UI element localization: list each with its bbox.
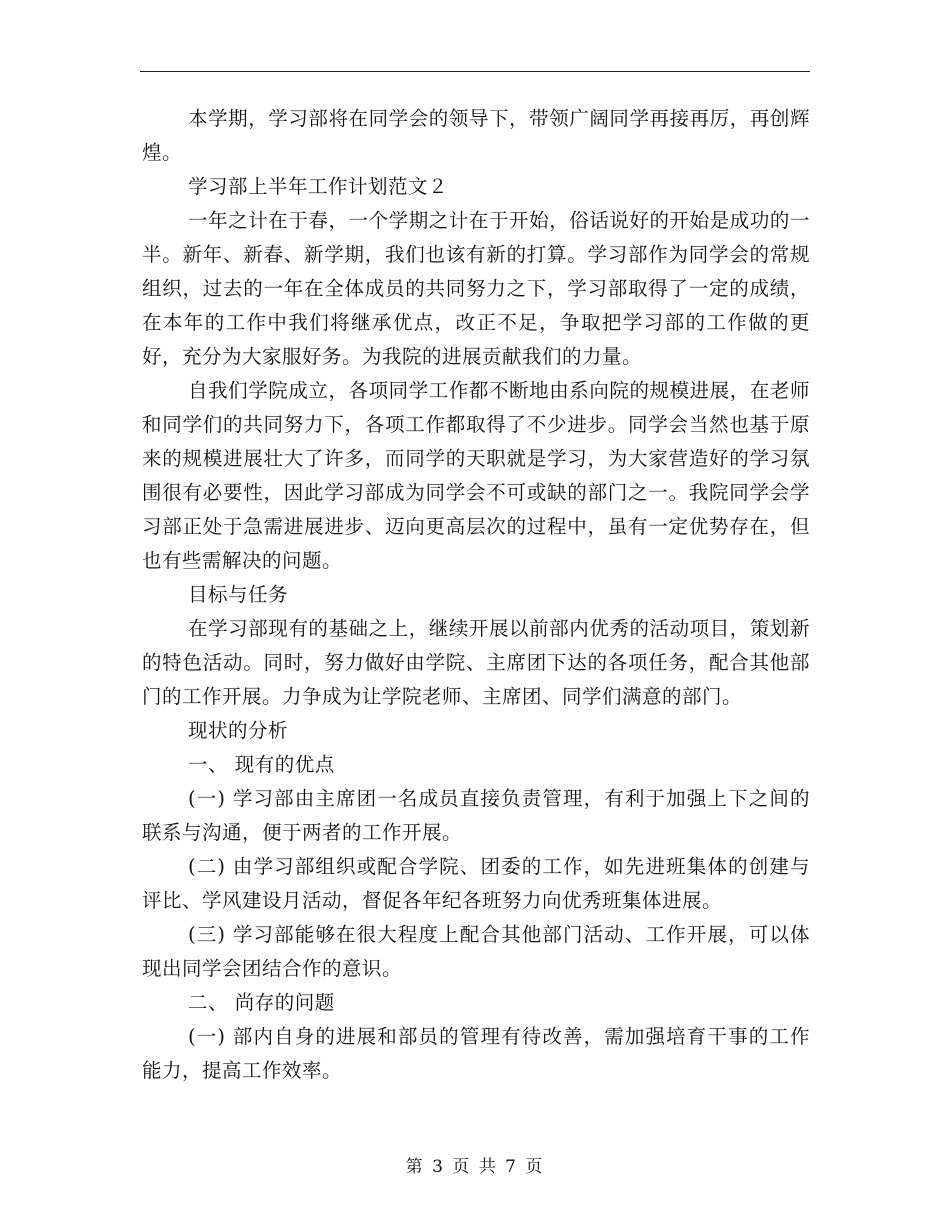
list-item: (一) 学习部由主席团一名成员直接负责管理，有利于加强上下之间的联系与沟通，便于两者的工作开展。 — [142, 787, 810, 844]
section-title: 学习部上半年工作计划范文２ — [188, 175, 449, 198]
paragraph: 一年之计在于春，一个学期之计在于开始，俗话说好的开始是成功的一半。新年、新春、新学期，我们也该有新的打算。学习部作为同学会的常规组织，过去的一年在全体成员的共同努力之下，学习部取得了一定的成绩，在本年的工作中我们将继承优点，改正不足，争取把学习部的工作做的更好，充分为大家服好务。为我院的进展贡献我们的力量。 — [142, 209, 810, 368]
list-item: (三) 学习部能够在很大程度上配合其他部门活动、工作开展，可以体现出同学会团结合作的意识。 — [142, 923, 810, 980]
paragraph: 本学期，学习部将在同学会的领导下，带领广阔同学再接再厉，再创辉煌。 — [142, 107, 810, 164]
list-item: (一) 部内自身的进展和部员的管理有待改善，需加强培育干事的工作能力，提高工作效率。 — [142, 1025, 810, 1082]
list-heading: 一、 现有的优点 — [188, 753, 335, 776]
paragraph: 在学习部现有的基础之上，继续开展以前部内优秀的活动项目，策划新的特色活动。同时，努力做好由学院、主席团下达的各项任务，配合其他部门的工作开展。力争成为让学院老师、主席团、同学们满意的部门。 — [142, 617, 810, 708]
list-item: (二) 由学习部组织或配合学院、团委的工作，如先进班集体的创建与评比、学风建设月活动，督促各年纪各班努力向优秀班集体进展。 — [142, 855, 810, 912]
list-heading: 二、 尚存的问题 — [188, 991, 335, 1014]
paragraph: 自我们学院成立，各项同学工作都不断地由系向院的规模进展，在老师和同学们的共同努力下，各项工作都取得了不少进步。同学会当然也基于原来的规模进展壮大了许多，而同学的天职就是学习，为大家营造好的学习氛围很有必要性，因此学习部成为同学会不可或缺的部门之一。我院同学会学习部正处于急需进展进步、迈向更高层次的过程中，虽有一定优势存在，但也有些需解决的问题。 — [142, 379, 810, 572]
section-heading: 目标与任务 — [188, 583, 289, 606]
section-heading: 现状的分析 — [188, 719, 289, 742]
document-body — [142, 102, 810, 1088]
header-rule — [140, 71, 810, 72]
page-number: 第 3 页 共 7 页 — [405, 1157, 545, 1177]
